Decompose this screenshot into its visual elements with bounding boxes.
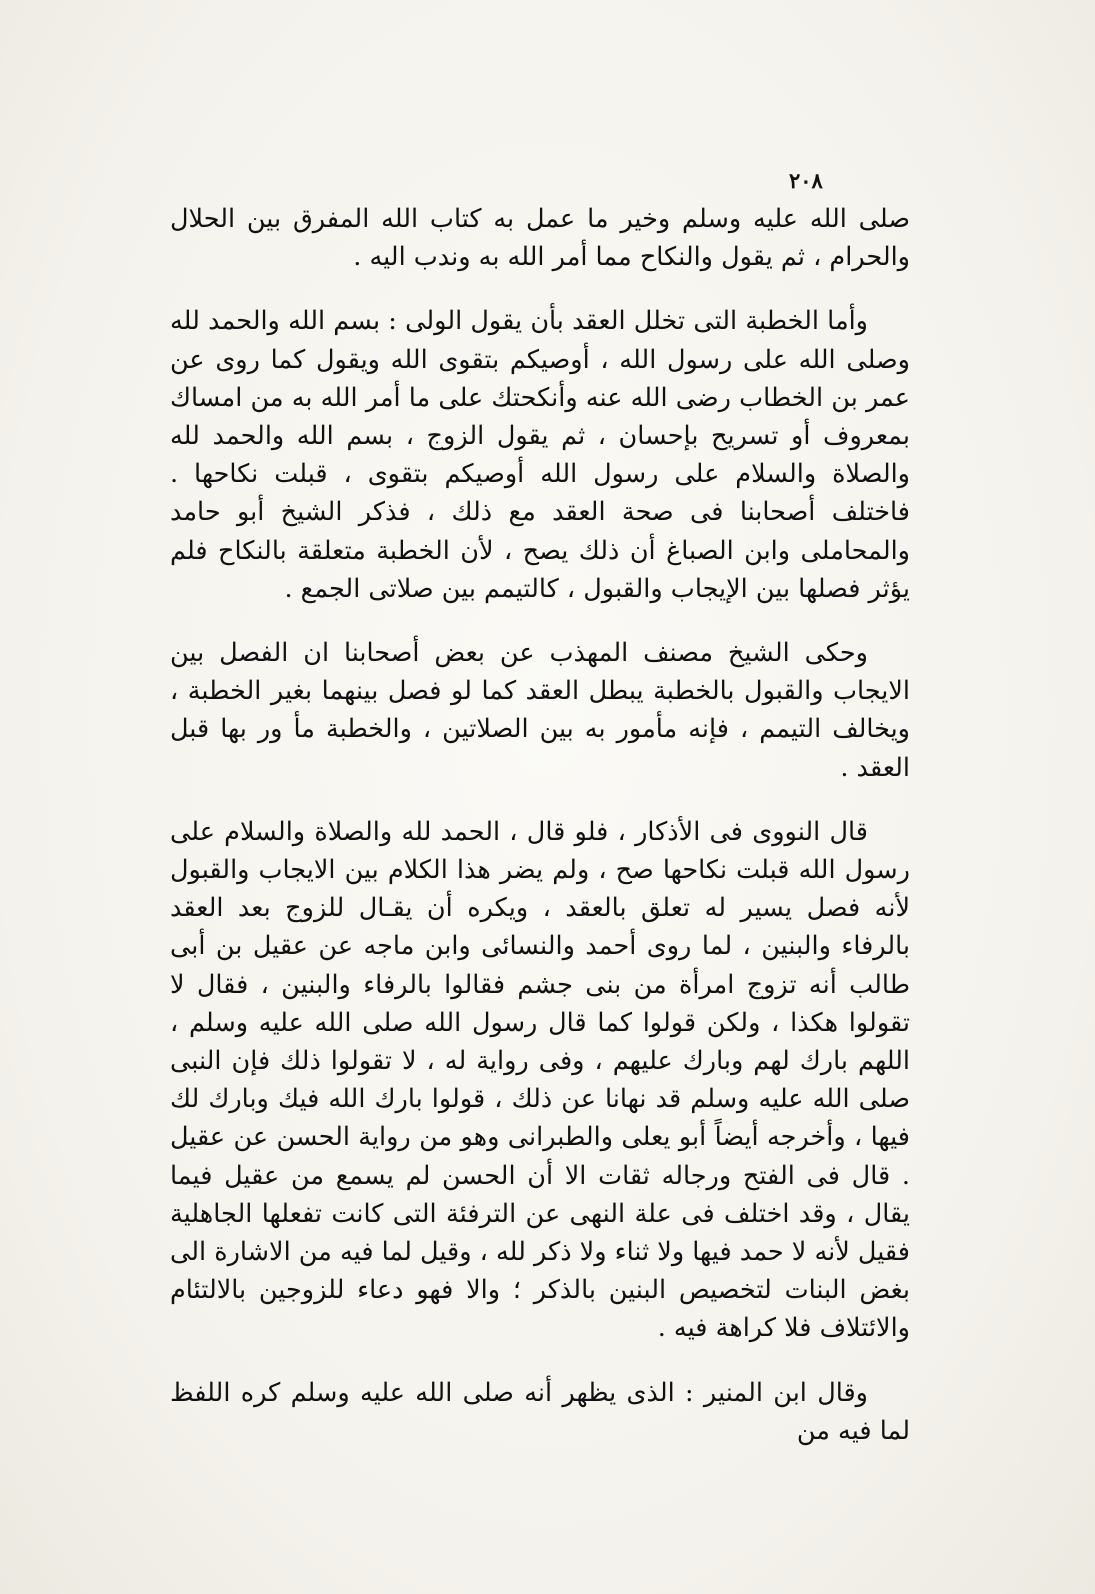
paragraph: صلى الله عليه وسلم وخير ما عمل به كتاب الله المفرق بين الحلال والحرام ، ثم يقول والنكاح مما أمر الله به وندب اليه . [170, 204, 910, 273]
page-number: ٢٠٨ [789, 168, 823, 193]
paragraph: قال النووى فى الأذكار ، فلو قال ، الحمد لله والصلاة والسلام على رسول الله قبلت نكاحها صح ، ولم يضر هذا الكلام بين الايجاب والقبول لأنه فصل يسير له تعلق بالعقد ، ويكره أن يقـال للزوج بعد العقد بالرفاء والبنين ، لما روى أحمد والنسائى وابن ماجه عن عقيل بن أبى طالب أنه تزوج امرأة من بنى جشم فقالوا بالرفاء والبنين ، فقال لا تقولوا هكذا ، ولكن قولوا كما قال رسول الله صلى الله عليه وسلم ، اللهم بارك لهم وبارك عليهم ، وفى رواية له ، لا تقولوا ذلك فإن النبى صلى الله عليه وسلم قد نهانا عن ذلك ، قولوا بارك الله فيك وبارك لك فيها ، وأخرجه أيضاً أبو يعلى والطبرانى وهو من رواية الحسن عن عقيل . قال فى الفتح ورجاله ثقات الا أن الحسن لم يسمع من عقيل فيما يقال ، وقد اختلف فى علة النهى عن الترفئة التى كانت تفعلها الجاهلية فقيل لأنه لا حمد فيها ولا ثناء ولا ذكر لله ، وقيل لما فيه من الاشارة الى بغض البنات لتخصيص البنين بالذكر ؛ والا فهو دعاء للزوجين بالالتئام والائتلاف فلا كراهة فيه . [170, 816, 910, 1344]
paragraph: وحكى الشيخ مصنف المهذب عن بعض أصحابنا ان الفصل بين الايجاب والقبول بالخطبة يبطل العقد كما لو فصل بينهما بغير الخطبة ، ويخالف التيمم ، فإنه مأمور به بين الصلاتين ، والخطبة مأ ور بها قبل العقد . [170, 638, 910, 783]
paragraph: وقال ابن المنير : الذى يظهر أنه صلى الله عليه وسلم كره اللفظ لما فيه من [170, 1377, 910, 1446]
paragraph: وأما الخطبة التى تخلل العقد بأن يقول الولى : بسم الله والحمد لله وصلى الله على رسول الله ، أوصيكم بتقوى الله ويقول كما روى عن عمر بن الخطاب رضى الله عنه وأنكحتك على ما أمر الله به من امساك بمعروف أو تسريح بإحسان ، ثم يقول الزوج ، بسم الله والحمد لله والصلاة والسلام على رسول الله أوصيكم بتقوى ، قبلت نكاحها . فاختلف أصحابنا فى صحة العقد مع ذلك ، فذكر الشيخ أبو حامد والمحاملى وابن الصباغ أن ذلك يصح ، لأن الخطبة متعلقة بالنكاح فلم يؤثر فصلها بين الإيجاب والقبول ، كالتيمم بين صلاتى الجمع . [170, 306, 910, 604]
body-text [170, 200, 910, 1450]
